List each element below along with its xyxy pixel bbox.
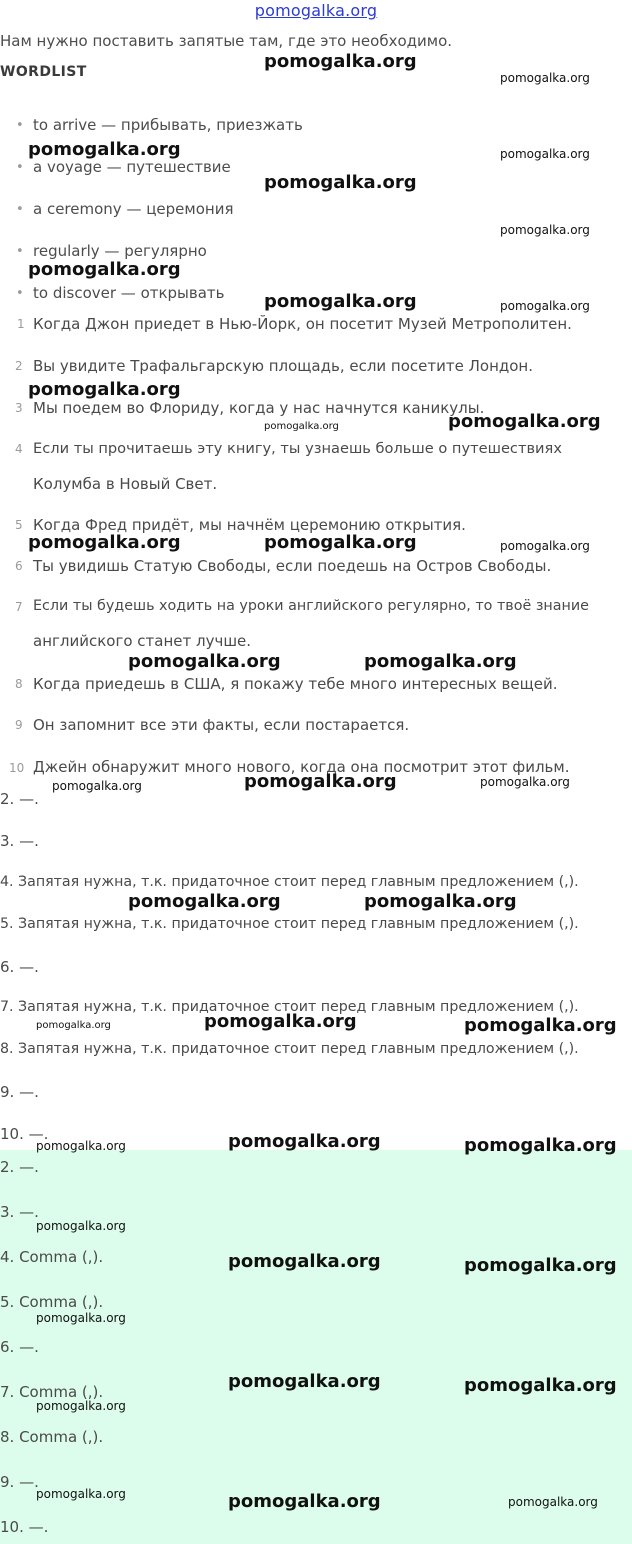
watermark: pomogalka.org: [264, 172, 417, 193]
answer-line: 3. —.: [0, 832, 39, 850]
wordlist-item: a ceremony — церемония: [33, 200, 234, 218]
answer-line-en: 9. —.: [0, 1473, 39, 1491]
watermark: pomogalka.org: [364, 891, 517, 912]
answer-line-en: 4. Comma (,).: [0, 1248, 104, 1266]
sentence-number: 8: [15, 677, 23, 691]
answer-line: 7. Запятая нужна, т.к. придаточное стоит перед главным предложением (,).: [0, 999, 579, 1015]
bullet-icon: •: [16, 118, 24, 133]
watermark: pomogalka.org: [464, 1135, 617, 1156]
answer-line: 5. Запятая нужна, т.к. придаточное стоит перед главным предложением (,).: [0, 916, 579, 932]
watermark: pomogalka.org: [500, 539, 590, 553]
watermark: pomogalka.org: [500, 71, 590, 85]
watermark: pomogalka.org: [28, 259, 181, 280]
wordlist-title: WORDLIST: [0, 64, 87, 80]
answer-line: 4. Запятая нужна, т.к. придаточное стоит перед главным предложением (,).: [0, 874, 579, 890]
answer-line: 6. —.: [0, 958, 39, 976]
watermark: pomogalka.org: [128, 651, 281, 672]
wordlist-item: a voyage — путешествие: [33, 158, 231, 176]
watermark: pomogalka.org: [264, 532, 417, 553]
sentence-text: Ты увидишь Статую Свободы, если поедешь на Остров Свободы.: [33, 557, 552, 575]
sentence-number: 10: [9, 761, 25, 775]
answer-line-en: 10. —.: [0, 1518, 49, 1536]
sentence-number: 6: [15, 559, 23, 573]
answer-line-en: 3. —.: [0, 1203, 39, 1221]
answer-line-en: 6. —.: [0, 1338, 39, 1356]
watermark: pomogalka.org: [228, 1371, 381, 1392]
watermark: pomogalka.org: [244, 771, 397, 792]
watermark: pomogalka.org: [52, 779, 142, 793]
watermark: pomogalka.org: [36, 1139, 126, 1153]
watermark: pomogalka.org: [28, 532, 181, 553]
sentence-number: 1: [17, 317, 25, 331]
watermark: pomogalka.org: [36, 1311, 126, 1325]
answer-line: 10. —.: [0, 1125, 49, 1143]
answer-line-en: 7. Comma (,).: [0, 1383, 104, 1401]
watermark: pomogalka.org: [500, 299, 590, 313]
wordlist-item: to arrive — прибывать, приезжать: [33, 116, 303, 134]
sentence-number: 9: [15, 718, 23, 732]
sentence-continuation: Колумба в Новый Свет.: [33, 475, 218, 493]
bullet-icon: •: [16, 286, 24, 301]
sentence-text: Когда приедешь в США, я покажу тебе много интересных вещей.: [33, 675, 558, 693]
watermark: pomogalka.org: [448, 411, 601, 432]
site-logo[interactable]: pomogalka.org: [254, 1, 378, 20]
sentence-text: Когда Джон приедет в Нью-Йорк, он посетит Музей Метрополитен.: [33, 315, 572, 333]
sentence-text: Он запомнит все эти факты, если постарается.: [33, 716, 410, 734]
watermark: pomogalka.org: [508, 1495, 598, 1509]
watermark: pomogalka.org: [480, 775, 570, 789]
watermark: pomogalka.org: [500, 223, 590, 237]
watermark: pomogalka.org: [36, 1487, 126, 1501]
sentence-number: 5: [15, 518, 23, 532]
sentence-text: Если ты будешь ходить на уроки английского регулярно, то твоё знание: [33, 598, 589, 614]
answer-line: 8. Запятая нужна, т.к. придаточное стоит перед главным предложением (,).: [0, 1041, 579, 1057]
sentence-text: Мы поедем во Флориду, когда у нас начнутся каникулы.: [33, 399, 485, 417]
sentence-number: 2: [15, 359, 23, 373]
sentence-text: Когда Фред придёт, мы начнём церемонию открытия.: [33, 516, 466, 534]
bullet-icon: •: [16, 160, 24, 175]
watermark: pomogalka.org: [264, 51, 417, 72]
watermark: pomogalka.org: [28, 379, 181, 400]
sentence-number: 4: [15, 442, 23, 456]
watermark: pomogalka.org: [464, 1375, 617, 1396]
watermark: pomogalka.org: [36, 1020, 111, 1031]
bullet-icon: •: [16, 202, 24, 217]
answer-line-en: 2. —.: [0, 1158, 39, 1176]
answer-line: 2. —.: [0, 790, 39, 808]
answer-line: 9. —.: [0, 1083, 39, 1101]
sentence-text: Если ты прочитаешь эту книгу, ты узнаешь больше о путешествиях: [33, 440, 562, 457]
watermark: pomogalka.org: [28, 139, 181, 160]
watermark: pomogalka.org: [364, 651, 517, 672]
answer-line-en: 8. Comma (,).: [0, 1428, 104, 1446]
task-instruction: Нам нужно поставить запятые там, где это необходимо.: [0, 32, 453, 50]
watermark: pomogalka.org: [228, 1131, 381, 1152]
bullet-icon: •: [16, 244, 24, 259]
watermark: pomogalka.org: [36, 1399, 126, 1413]
watermark: pomogalka.org: [36, 1219, 126, 1233]
sentence-number: 7: [15, 600, 23, 614]
watermark: pomogalka.org: [264, 421, 339, 432]
sentence-continuation: английского станет лучше.: [33, 632, 252, 650]
watermark: pomogalka.org: [464, 1015, 617, 1036]
sentence-text: Джейн обнаружит много нового, когда она посмотрит этот фильм.: [33, 758, 570, 776]
sentence-number: 3: [15, 401, 23, 415]
answer-line-en: 5. Comma (,).: [0, 1293, 104, 1311]
watermark: pomogalka.org: [204, 1011, 357, 1032]
watermark: pomogalka.org: [464, 1255, 617, 1276]
watermark: pomogalka.org: [228, 1491, 381, 1512]
wordlist-item: to discover — открывать: [33, 284, 225, 302]
watermark: pomogalka.org: [264, 291, 417, 312]
translation-block: [0, 1150, 632, 1544]
watermark: pomogalka.org: [228, 1251, 381, 1272]
wordlist-item: regularly — регулярно: [33, 242, 207, 260]
watermark: pomogalka.org: [128, 891, 281, 912]
sentence-text: Вы увидите Трафальгарскую площадь, если посетите Лондон.: [33, 357, 534, 375]
watermark: pomogalka.org: [500, 147, 590, 161]
